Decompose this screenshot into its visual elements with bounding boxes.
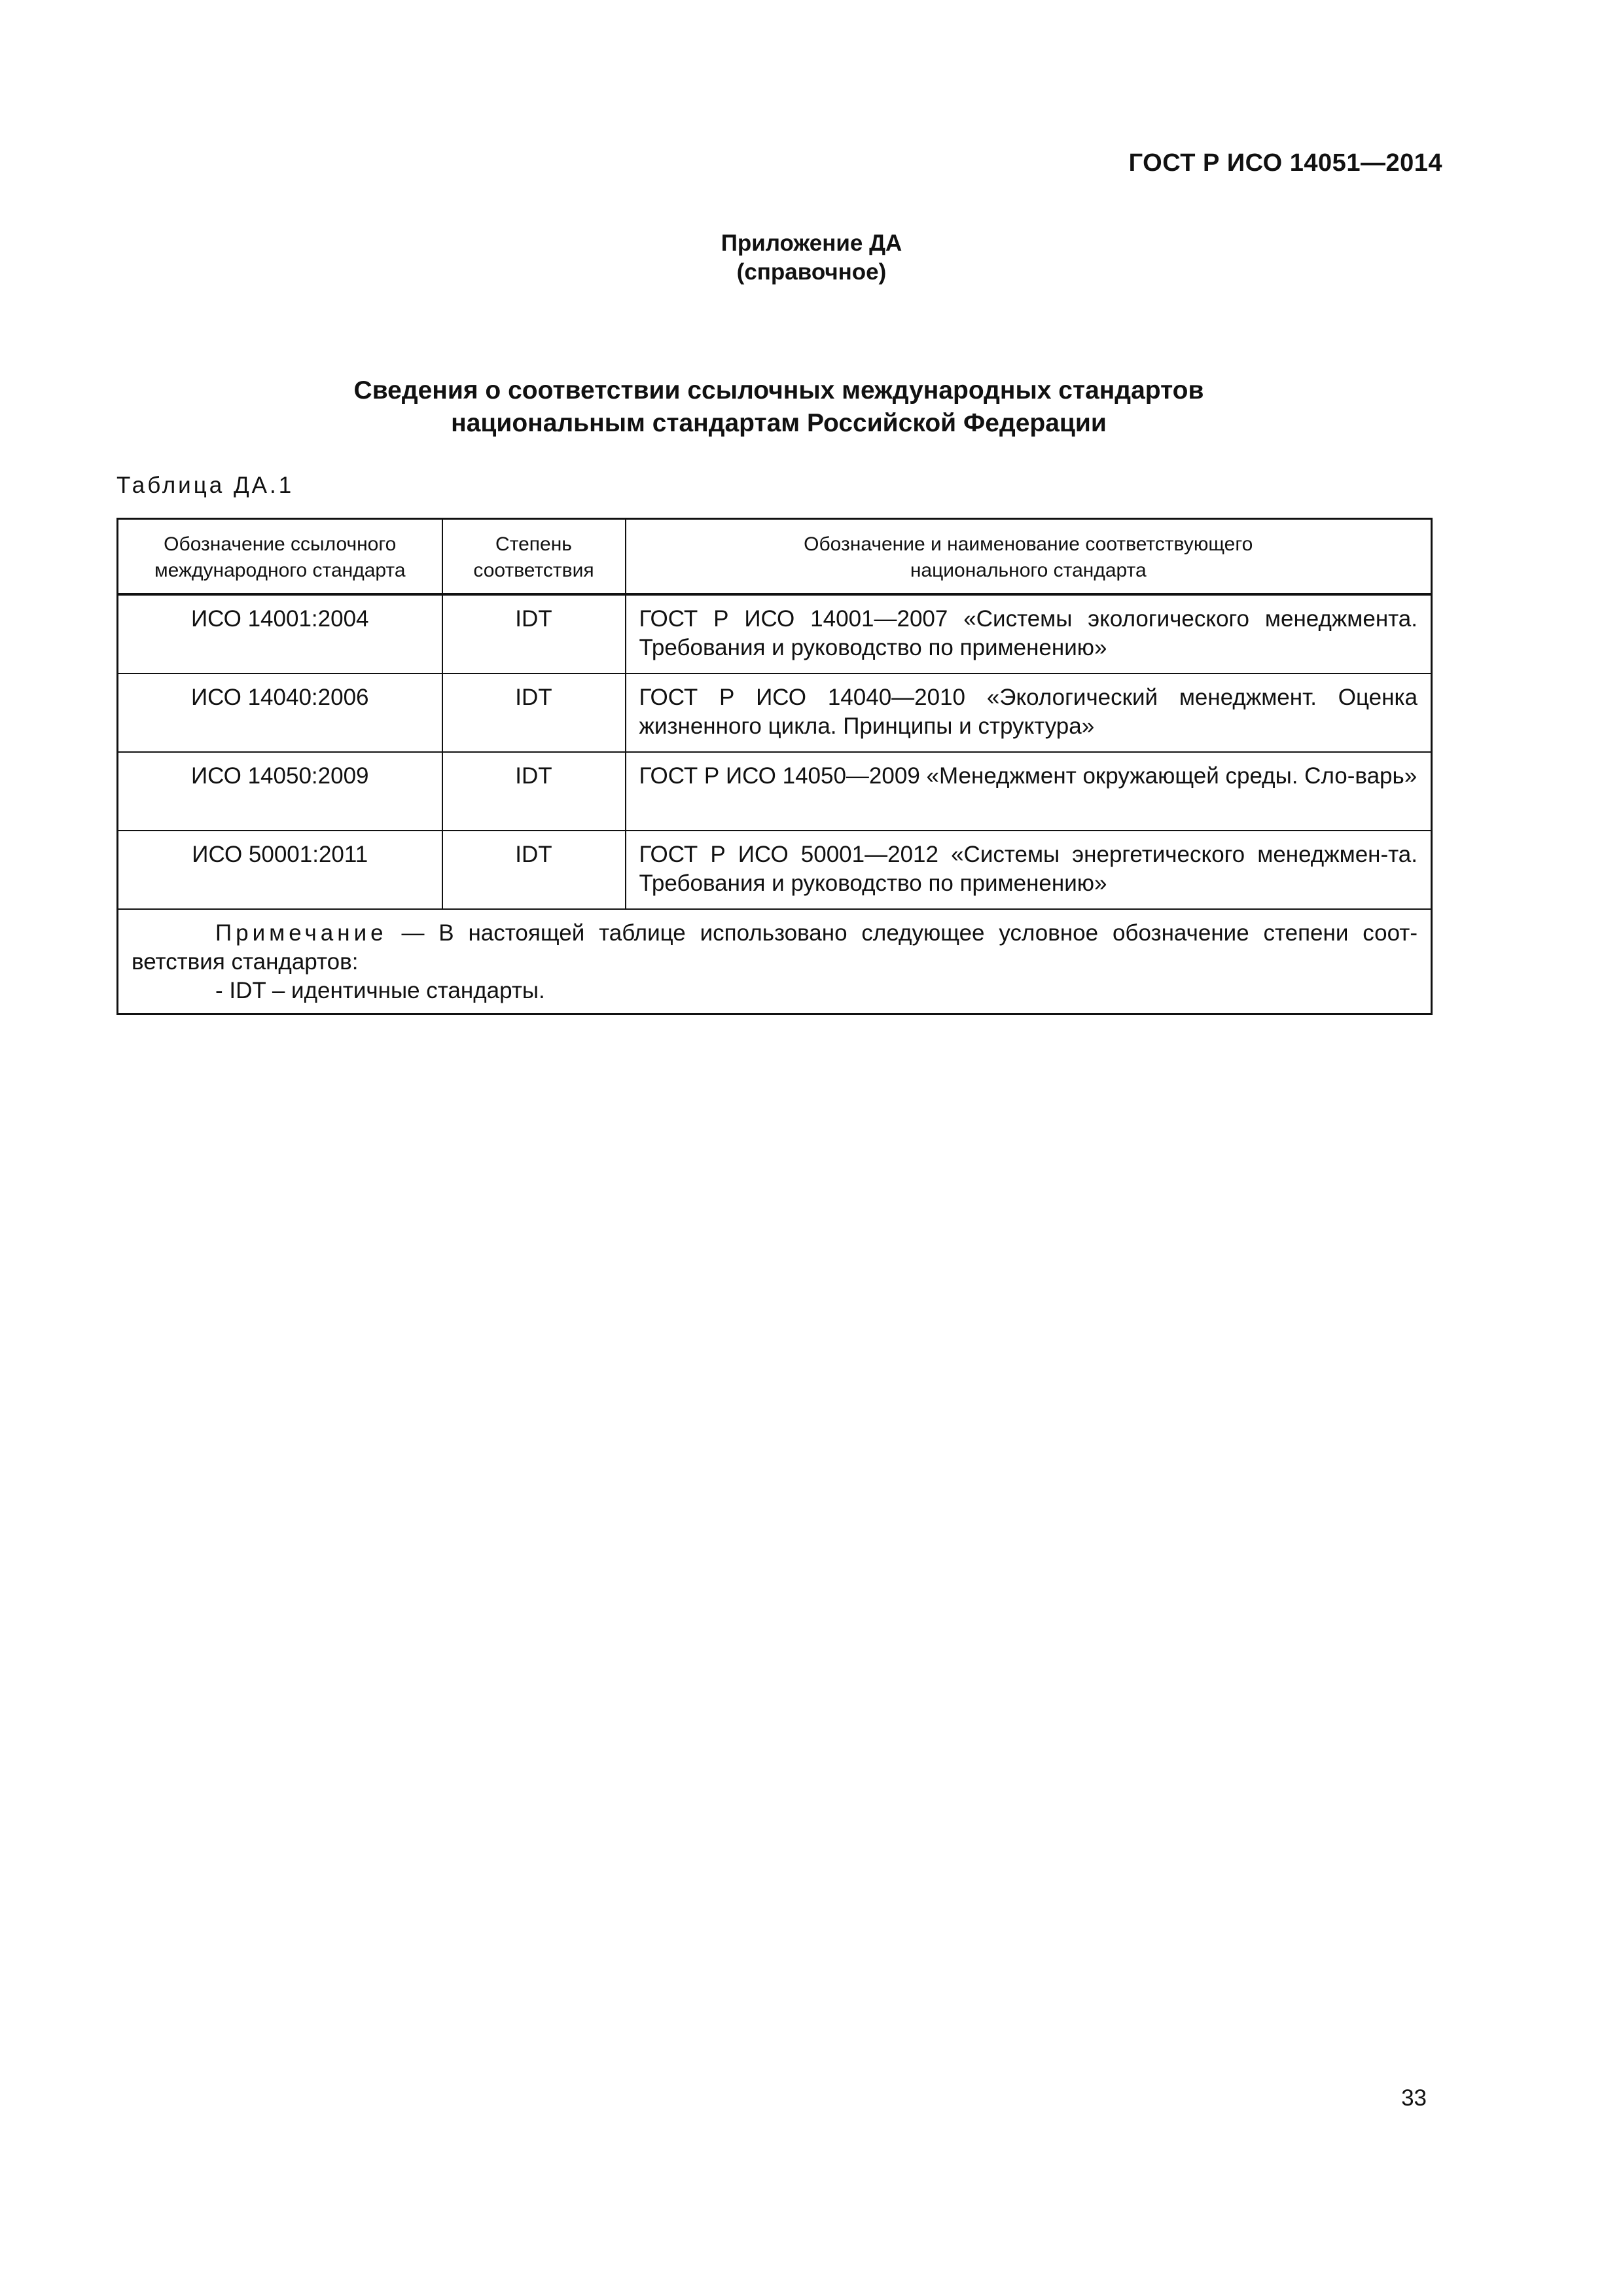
cell-national-standard: ГОСТ Р ИСО 50001—2012 «Системы энергетического менеджмен-та. Требования и руководство по применению» xyxy=(626,831,1432,909)
header-national-standard xyxy=(626,519,1432,595)
header-text: Обозначение и наименование соответствующего xyxy=(804,533,1253,555)
note-text xyxy=(132,919,1418,977)
table-header-row xyxy=(118,519,1432,595)
header-degree xyxy=(442,519,626,595)
header-text: Обозначение ссылочного xyxy=(164,533,397,555)
cell-degree: IDT xyxy=(442,594,626,673)
table-row xyxy=(118,673,1432,752)
appendix-subtitle: (справочное) xyxy=(736,259,887,285)
header-text: Степень xyxy=(495,533,572,555)
cell-national-standard: ГОСТ Р ИСО 14050—2009 «Менеджмент окружающей среды. Сло-варь» xyxy=(626,752,1432,831)
note-item: - IDT – идентичные стандарты. xyxy=(215,978,545,1003)
page-number: 33 xyxy=(1401,2085,1427,2111)
correspondence-table xyxy=(116,518,1433,1015)
cell-intl-standard: ИСО 14001:2004 xyxy=(118,594,442,673)
cell-intl-standard: ИСО 50001:2011 xyxy=(118,831,442,909)
cell-national-standard: ГОСТ Р ИСО 14001—2007 «Системы экологического менеджмента. Требования и руководство по применению» xyxy=(626,594,1432,673)
note-body: — В настоящей таблице использовано следующее условное обозначение степени соот-ветствия стандартов: xyxy=(132,920,1418,975)
header-text: международного стандарта xyxy=(154,560,406,581)
table-note xyxy=(118,909,1432,1014)
header-text: национального стандарта xyxy=(910,560,1147,581)
cell-intl-standard: ИСО 14050:2009 xyxy=(118,752,442,831)
section-title xyxy=(0,374,1558,440)
table-row xyxy=(118,594,1432,673)
header-intl-standard xyxy=(118,519,442,595)
appendix-title: Приложение ДА xyxy=(721,230,902,256)
cell-degree: IDT xyxy=(442,752,626,831)
correspondence-table-container xyxy=(116,518,1431,1015)
cell-intl-standard: ИСО 14040:2006 xyxy=(118,673,442,752)
cell-degree: IDT xyxy=(442,831,626,909)
cell-degree: IDT xyxy=(442,673,626,752)
table-note-row xyxy=(118,909,1432,1014)
table-row xyxy=(118,831,1432,909)
document-code: ГОСТ Р ИСО 14051—2014 xyxy=(1128,149,1442,177)
table-row xyxy=(118,752,1432,831)
cell-national-standard: ГОСТ Р ИСО 14040—2010 «Экологический менеджмент. Оценка жизненного цикла. Принципы и структура» xyxy=(626,673,1432,752)
note-label: Примечание xyxy=(215,920,387,946)
section-title-line1: Сведения о соответствии ссылочных международных стандартов xyxy=(353,376,1204,404)
section-title-line2: национальным стандартам Российской Федерации xyxy=(451,409,1107,437)
table-caption: Таблица ДА.1 xyxy=(116,473,294,498)
appendix-heading xyxy=(0,229,1623,287)
header-text: соответствия xyxy=(473,560,594,581)
